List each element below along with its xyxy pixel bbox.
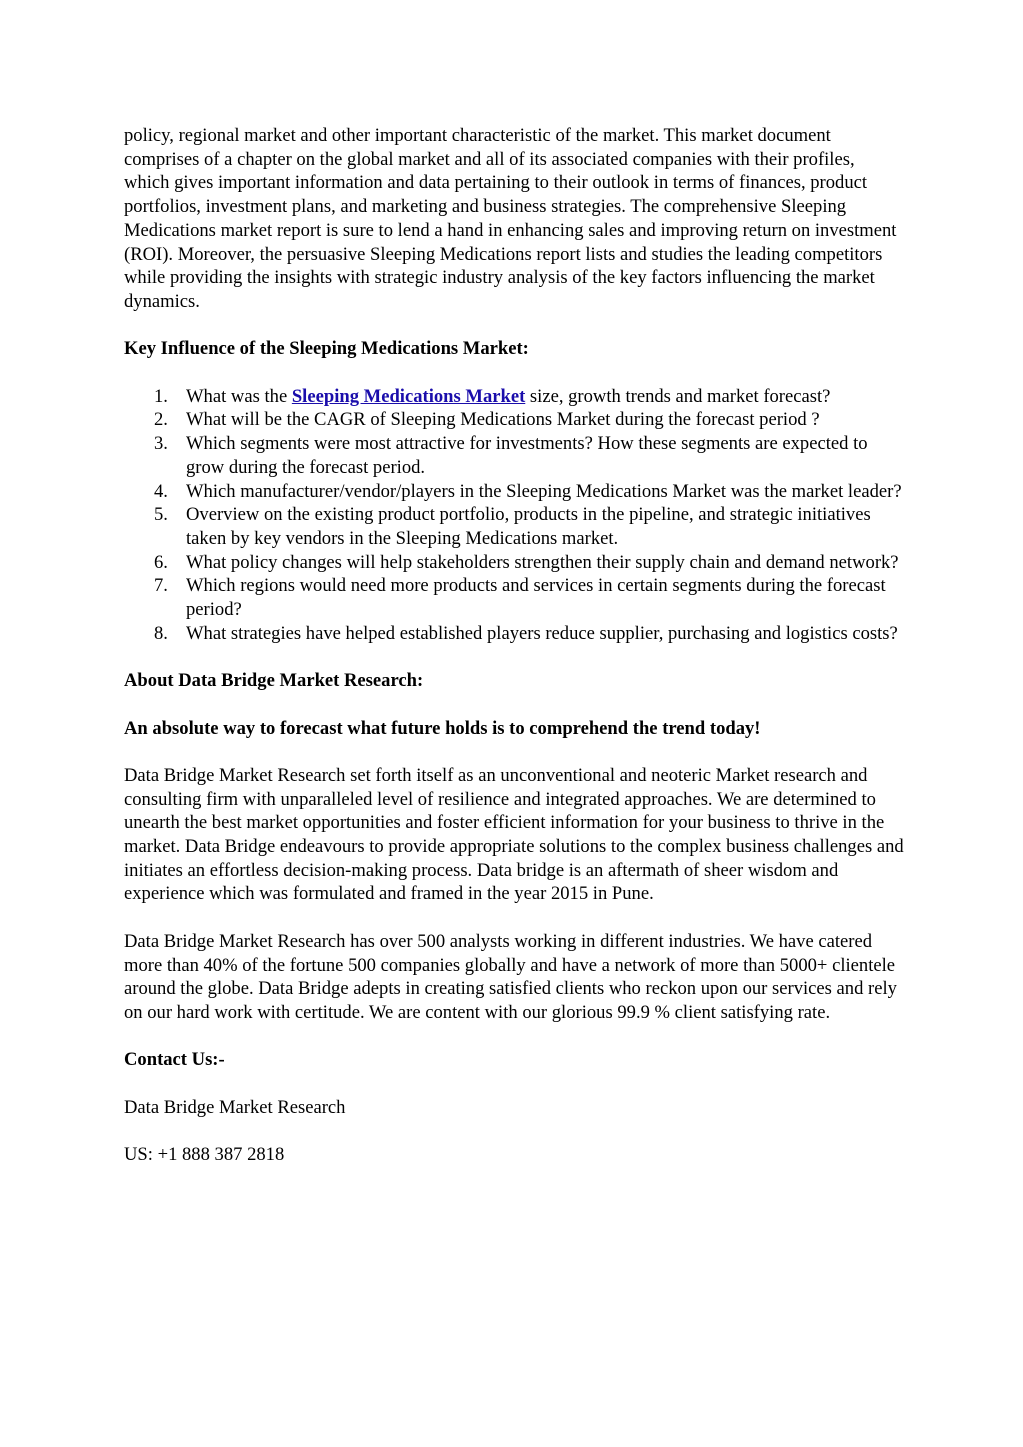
list-number: 8. [154,622,168,644]
about-paragraph-2: Data Bridge Market Research has over 500 analysts working in different industries. We have catered more than 40% of the fortune 500 companies globally and have a network of more than 5000+ clientele around the globe. Data Bridge adepts in creating satisfied clients who reckon upon our services and rely on our hard work with certitude. We are content with our glorious 99.9 % client satisfying rate. [124,930,897,1023]
list-item-text: What policy changes will help stakeholders strengthen their supply chain and demand network? [186,551,899,573]
list-item [124,622,904,646]
contact-company: Data Bridge Market Research [124,1096,346,1118]
list-item-text-before-link: What was the [186,385,292,407]
list-number: 5. [154,504,168,526]
list-number: 2. [154,409,168,431]
list-item-text: What will be the CAGR of Sleeping Medications Market during the forecast period ? [186,409,820,431]
list-item [124,408,904,432]
list-item-text: Overview on the existing product portfolio, products in the pipeline, and strategic initiatives taken by key vendors in the Sleeping Medications market. [186,504,871,549]
document-page [124,124,904,1190]
about-paragraph-1: Data Bridge Market Research set forth itself as an unconventional and neoteric Market research and consulting firm with unparalleled level of resilience and integrated approaches. We are determined to unearth the best market opportunities and foster efficient information for your business to thrive in the market. Data Bridge endeavours to provide appropriate solutions to the complex business challenges and initiates an effortless decision-making process. Data bridge is an aftermath of sheer wisdom and experience which was formulated and framed in the year 2015 in Pune. [124,764,904,905]
list-item-text-after-link: size, growth trends and market forecast? [525,385,831,407]
list-item [124,574,904,621]
list-item [124,385,904,409]
list-number: 4. [154,480,168,502]
list-item [124,432,904,479]
list-number: 1. [154,385,168,407]
list-item-text: What strategies have helped established players reduce supplier, purchasing and logistics costs? [186,622,898,644]
list-item [124,480,904,504]
contact-heading: Contact Us:- [124,1049,225,1071]
contact-phone: US: +1 888 387 2818 [124,1144,285,1166]
list-item-text: Which segments were most attractive for investments? How these segments are expected to grow during the forecast period. [186,433,868,478]
intro-paragraph: policy, regional market and other important characteristic of the market. This market document comprises of a chapter on the global market and all of its associated companies with their profiles, which gives important information and data pertaining to their outlook in terms of finances, product portfolios, investment plans, and marketing and business strategies. The comprehensive Sleeping Medications market report is sure to lend a hand in enhancing sales and improving return on investment (ROI). Moreover, the persuasive Sleeping Medications report lists and studies the leading competitors while providing the insights with strategic industry analysis of the key factors influencing the market dynamics. [124,125,897,312]
about-heading: About Data Bridge Market Research: [124,670,424,692]
list-item-text: Which regions would need more products and services in certain segments during the forecast period? [186,575,886,621]
list-number: 7. [154,575,168,597]
list-item [124,551,904,575]
key-influence-heading: Key Influence of the Sleeping Medications Market: [124,338,529,360]
questions-list [124,385,904,646]
about-tagline: An absolute way to forecast what future holds is to comprehend the trend today! [124,717,761,739]
list-number: 6. [154,551,168,573]
sleeping-medications-market-link[interactable]: Sleeping Medications Market [291,385,526,407]
list-number: 3. [154,433,168,455]
list-item-text: Which manufacturer/vendor/players in the Sleeping Medications Market was the market leader? [186,480,902,502]
list-item [124,503,904,550]
